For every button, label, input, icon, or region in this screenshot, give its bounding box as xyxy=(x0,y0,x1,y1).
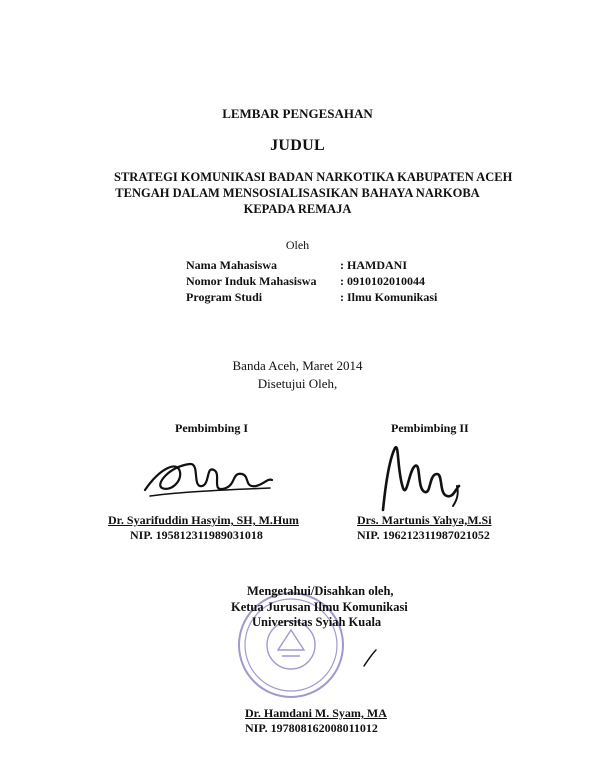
thesis-title-line-1: STRATEGI KOMUNIKASI BADAN NARKOTIKA KABUPATEN ACEH xyxy=(114,170,513,184)
ack-line-1: Mengetahui/Disahkan oleh, xyxy=(247,584,394,598)
supervisor-1-role: Pembimbing I xyxy=(175,421,249,435)
student-id-label: Nomor Induk Mahasiswa xyxy=(186,274,317,288)
place-date: Banda Aceh, Maret 2014 xyxy=(232,358,363,373)
supervisor-1-name: Dr. Syarifuddin Hasyim, SH, M.Hum xyxy=(108,513,299,527)
judul-label: JUDUL xyxy=(270,137,325,154)
by-label: Oleh xyxy=(285,238,310,252)
ack-nip: NIP. 197808162008011012 xyxy=(245,721,378,735)
supervisor-1-signature xyxy=(140,448,280,508)
ack-name: Dr. Hamdani M. Syam, MA xyxy=(245,706,387,720)
supervisor-1-nip: NIP. 195812311989031018 xyxy=(130,528,263,542)
study-program-value: : Ilmu Komunikasi xyxy=(340,290,438,304)
ack-signature-mark xyxy=(360,648,380,668)
ack-line-2: Ketua Jurusan Ilmu Komunikasi xyxy=(231,600,408,614)
page-heading: LEMBAR PENGESAHAN xyxy=(222,106,373,121)
study-program-label: Program Studi xyxy=(186,290,263,304)
supervisor-2-signature xyxy=(375,440,465,512)
supervisor-2-name: Drs. Martunis Yahya,M.Si xyxy=(357,513,492,527)
approved-by: Disetujui Oleh, xyxy=(257,376,338,391)
thesis-title-line-3: KEPADA REMAJA xyxy=(243,202,352,216)
student-id-value: : 0910102010044 xyxy=(340,274,425,288)
thesis-title-line-2: TENGAH DALAM MENSOSIALISASIKAN BAHAYA NARKOBA xyxy=(115,186,480,200)
student-name-label: Nama Mahasiswa xyxy=(186,258,278,272)
supervisor-2-role: Pembimbing II xyxy=(391,421,469,435)
supervisor-2-nip: NIP. 196212311987021052 xyxy=(357,528,490,542)
ack-line-3: Universitas Syiah Kuala xyxy=(252,615,382,629)
student-name-value: : HAMDANI xyxy=(340,258,407,272)
